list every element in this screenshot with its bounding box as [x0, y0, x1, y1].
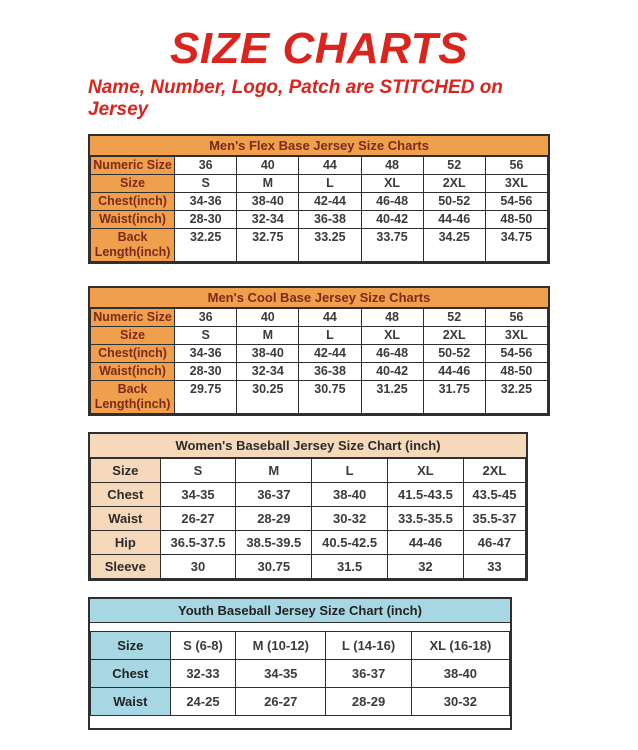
size-cell: 2XL: [423, 174, 485, 192]
size-cell: 31.75: [423, 380, 485, 413]
table-row: [91, 687, 510, 715]
row-label: Numeric Size: [91, 308, 175, 326]
size-cell: M: [237, 326, 299, 344]
size-cell: 43.5-45: [463, 482, 525, 506]
size-cell: 28-29: [236, 506, 312, 530]
size-cell: 48-50: [485, 210, 547, 228]
size-cell: L: [299, 174, 361, 192]
size-cell: 2XL: [463, 458, 525, 482]
size-cell: 34-36: [175, 192, 237, 210]
size-cell: 40-42: [361, 210, 423, 228]
size-cell: 34.75: [485, 228, 547, 261]
table-row: [91, 380, 548, 413]
table-row: [91, 506, 526, 530]
size-cell: M (10-12): [236, 631, 326, 659]
size-cell: 46-48: [361, 192, 423, 210]
size-cell: 33.75: [361, 228, 423, 261]
size-cell: XL: [361, 326, 423, 344]
size-cell: 41.5-43.5: [388, 482, 464, 506]
row-label: Sleeve: [91, 554, 161, 578]
size-grid: [90, 156, 548, 262]
size-cell: 2XL: [423, 326, 485, 344]
size-cell: 32-34: [237, 210, 299, 228]
table-row: [91, 326, 548, 344]
size-cell: 40: [237, 156, 299, 174]
size-cell: 38-40: [411, 659, 509, 687]
row-label: Numeric Size: [91, 156, 175, 174]
size-cell: 31.25: [361, 380, 423, 413]
table-row: [91, 228, 548, 261]
size-cell: 32.25: [175, 228, 237, 261]
size-cell: 33.5-35.5: [388, 506, 464, 530]
size-cell: 56: [485, 156, 547, 174]
table-row: [91, 458, 526, 482]
size-cell: 36.5-37.5: [160, 530, 236, 554]
size-cell: XL: [388, 458, 464, 482]
size-cell: 56: [485, 308, 547, 326]
size-cell: 54-56: [485, 344, 547, 362]
size-cell: 36-38: [299, 210, 361, 228]
size-cell: L: [312, 458, 388, 482]
size-cell: 32-33: [170, 659, 236, 687]
size-cell: 38-40: [237, 192, 299, 210]
size-cell: 30-32: [312, 506, 388, 530]
row-label: Waist(inch): [91, 362, 175, 380]
table-title: Women's Baseball Jersey Size Chart (inch): [90, 434, 526, 458]
table-row: [91, 344, 548, 362]
size-cell: 52: [423, 308, 485, 326]
size-cell: 28-29: [326, 687, 411, 715]
size-cell: XL: [361, 174, 423, 192]
size-cell: S: [175, 174, 237, 192]
size-cell: 30: [160, 554, 236, 578]
table-row: [91, 174, 548, 192]
table-row: [91, 192, 548, 210]
size-cell: 32: [388, 554, 464, 578]
size-cell: L (14-16): [326, 631, 411, 659]
youth-baseball-table: [88, 597, 512, 730]
size-cell: XL (16-18): [411, 631, 509, 659]
page-subtitle: Name, Number, Logo, Patch are STITCHED on Jersey: [88, 77, 503, 120]
size-cell: 32.25: [485, 380, 547, 413]
row-label: Waist: [91, 687, 171, 715]
table-title: Men's Flex Base Jersey Size Charts: [90, 136, 548, 156]
size-cell: 54-56: [485, 192, 547, 210]
size-cell: 36-37: [236, 482, 312, 506]
table-title: Men's Cool Base Jersey Size Charts: [90, 288, 548, 308]
size-cell: 30.25: [237, 380, 299, 413]
size-cell: 34-35: [236, 659, 326, 687]
size-cell: 32.75: [237, 228, 299, 261]
row-label: Size: [91, 458, 161, 482]
size-cell: 31.5: [312, 554, 388, 578]
size-cell: 44-46: [388, 530, 464, 554]
size-cell: 52: [423, 156, 485, 174]
size-cell: 28-30: [175, 210, 237, 228]
table-row: [91, 362, 548, 380]
row-label: Chest(inch): [91, 192, 175, 210]
size-cell: 36-37: [326, 659, 411, 687]
size-cell: 26-27: [236, 687, 326, 715]
womens-baseball-table: [88, 432, 528, 581]
size-cell: 36: [175, 308, 237, 326]
table-row: [91, 210, 548, 228]
page-title: SIZE CHARTS: [169, 24, 469, 73]
size-cell: 30-32: [411, 687, 509, 715]
size-cell: 33.25: [299, 228, 361, 261]
size-cell: 40.5-42.5: [312, 530, 388, 554]
size-cell: 46-48: [361, 344, 423, 362]
table-row: [91, 659, 510, 687]
row-label: Back Length(inch): [91, 380, 175, 413]
size-cell: 28-30: [175, 362, 237, 380]
table-row: [91, 554, 526, 578]
row-label: Size: [91, 174, 175, 192]
row-label: Waist(inch): [91, 210, 175, 228]
size-cell: 36-38: [299, 362, 361, 380]
size-cell: 44-46: [423, 210, 485, 228]
size-cell: 42-44: [299, 344, 361, 362]
size-cell: 30.75: [299, 380, 361, 413]
row-label: Back Length(inch): [91, 228, 175, 261]
row-label: Chest: [91, 659, 171, 687]
size-cell: S (6-8): [170, 631, 236, 659]
size-cell: 44-46: [423, 362, 485, 380]
size-cell: 36: [175, 156, 237, 174]
size-cell: 34.25: [423, 228, 485, 261]
size-grid: [90, 458, 526, 579]
size-cell: 29.75: [175, 380, 237, 413]
row-label: Hip: [91, 530, 161, 554]
size-cell: M: [237, 174, 299, 192]
size-cell: 26-27: [160, 506, 236, 530]
size-cell: 24-25: [170, 687, 236, 715]
size-cell: 3XL: [485, 326, 547, 344]
row-label: Chest: [91, 482, 161, 506]
size-cell: 40-42: [361, 362, 423, 380]
table-row: [91, 482, 526, 506]
mens-cool-base-table: [88, 286, 550, 416]
size-cell: 48-50: [485, 362, 547, 380]
size-cell: 32-34: [237, 362, 299, 380]
size-cell: 50-52: [423, 344, 485, 362]
size-cell: 38-40: [237, 344, 299, 362]
mens-flex-base-table: [88, 134, 550, 264]
size-cell: 46-47: [463, 530, 525, 554]
size-cell: M: [236, 458, 312, 482]
size-cell: 34-35: [160, 482, 236, 506]
size-cell: S: [160, 458, 236, 482]
size-cell: 35.5-37: [463, 506, 525, 530]
size-cell: S: [175, 326, 237, 344]
size-cell: 40: [237, 308, 299, 326]
table-row: [91, 631, 510, 659]
size-cell: 42-44: [299, 192, 361, 210]
size-cell: 48: [361, 156, 423, 174]
row-label: Waist: [91, 506, 161, 530]
size-cell: L: [299, 326, 361, 344]
size-cell: 38-40: [312, 482, 388, 506]
size-grid: [90, 308, 548, 414]
table-row: [91, 156, 548, 174]
table-row: [91, 308, 548, 326]
size-cell: 30.75: [236, 554, 312, 578]
size-cell: 44: [299, 308, 361, 326]
row-label: Size: [91, 631, 171, 659]
size-cell: 38.5-39.5: [236, 530, 312, 554]
size-grid: [90, 631, 510, 716]
size-cell: 33: [463, 554, 525, 578]
row-label: Size: [91, 326, 175, 344]
table-row: [91, 530, 526, 554]
row-label: Chest(inch): [91, 344, 175, 362]
size-cell: 34-36: [175, 344, 237, 362]
size-cell: 44: [299, 156, 361, 174]
table-title: Youth Baseball Jersey Size Chart (inch): [90, 599, 510, 623]
size-cell: 48: [361, 308, 423, 326]
size-cell: 3XL: [485, 174, 547, 192]
size-cell: 50-52: [423, 192, 485, 210]
